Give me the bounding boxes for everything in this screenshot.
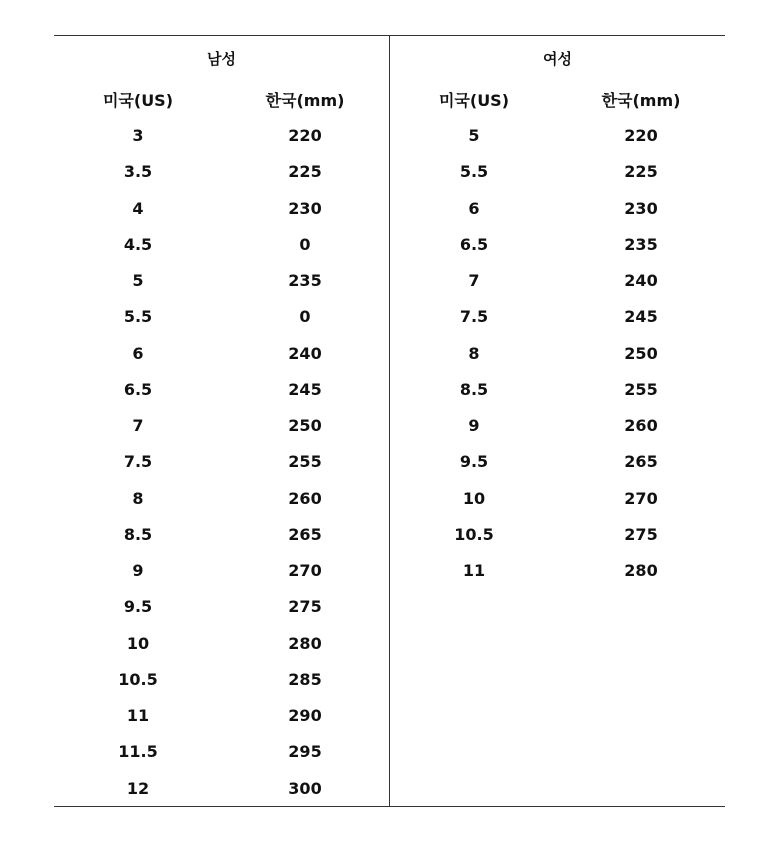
table-row (390, 124, 725, 160)
men-us-size-cell: 8.5 (123, 524, 153, 544)
men-kr-size-cell: 260 (288, 488, 322, 508)
table-row (390, 197, 725, 233)
women-us-size-cell: 7 (468, 271, 480, 290)
table-row (54, 704, 389, 740)
men-kr-size-cell: 275 (288, 597, 322, 617)
men-panel-title: 남성 (207, 50, 236, 68)
table-row (54, 777, 389, 813)
men-kr-size-cell: 290 (288, 706, 322, 725)
men-kr-size-cell: 245 (288, 379, 322, 399)
women-kr-size-cell: 260 (624, 416, 658, 435)
men-kr-size-cell: 225 (288, 162, 322, 182)
men-kr-size-cell: 295 (288, 742, 322, 762)
women-kr-size-cell: 245 (624, 307, 658, 327)
women-us-size-cell: 9 (468, 416, 480, 435)
men-us-column-header: 미국(US) (102, 91, 174, 110)
table-row (54, 487, 389, 523)
men-us-size-cell: 11.5 (118, 742, 158, 762)
women-us-size-cell: 8.5 (459, 379, 489, 399)
women-us-size-cell: 11 (462, 561, 486, 580)
table-row (390, 450, 725, 486)
women-us-size-cell: 10.5 (454, 524, 494, 544)
table-row (390, 414, 725, 450)
women-size-rows (390, 124, 725, 595)
women-us-size-cell: 9.5 (459, 452, 489, 472)
table-row (54, 632, 389, 668)
men-kr-size-cell: 255 (288, 452, 322, 472)
women-kr-size-cell: 250 (624, 343, 658, 363)
table-row (390, 559, 725, 595)
men-size-rows (54, 124, 389, 813)
table-row (54, 523, 389, 559)
men-us-size-cell: 11 (126, 706, 150, 725)
women-kr-size-cell: 265 (624, 452, 658, 472)
women-kr-size-cell: 235 (624, 234, 658, 254)
men-kr-size-cell: 0 (299, 307, 311, 327)
men-kr-column-header: 한국(mm) (265, 91, 345, 110)
men-kr-size-cell: 250 (288, 416, 322, 435)
women-kr-size-cell: 280 (624, 561, 658, 580)
table-row (390, 342, 725, 378)
men-us-size-cell: 9 (132, 561, 144, 580)
men-kr-size-cell: 240 (288, 343, 322, 363)
table-row (54, 233, 389, 269)
table-row (54, 124, 389, 160)
women-kr-size-cell: 240 (624, 271, 658, 290)
men-kr-size-cell: 220 (288, 126, 322, 145)
women-us-size-cell: 10 (462, 488, 486, 508)
men-us-size-cell: 5 (132, 271, 144, 290)
men-kr-size-cell: 270 (288, 561, 322, 580)
table-row (54, 414, 389, 450)
men-us-size-cell: 10 (126, 633, 150, 653)
table-row (54, 559, 389, 595)
table-row (390, 160, 725, 196)
women-kr-size-cell: 270 (624, 488, 658, 508)
men-kr-size-cell: 235 (288, 271, 322, 290)
size-chart-table (54, 35, 725, 807)
men-us-size-cell: 4.5 (123, 234, 153, 254)
men-kr-size-cell: 0 (299, 234, 311, 254)
table-row (390, 523, 725, 559)
table-row (54, 740, 389, 776)
men-us-size-cell: 6.5 (123, 379, 153, 399)
table-row (54, 269, 389, 305)
men-us-size-cell: 4 (132, 198, 144, 218)
men-kr-size-cell: 265 (288, 524, 322, 544)
table-row (390, 233, 725, 269)
women-us-column-header: 미국(US) (438, 91, 510, 110)
women-kr-size-cell: 275 (624, 524, 658, 544)
table-row (390, 378, 725, 414)
men-us-size-cell: 5.5 (123, 307, 153, 327)
women-kr-column-header: 한국(mm) (601, 91, 681, 110)
men-us-size-cell: 8 (132, 488, 144, 508)
table-row (54, 595, 389, 631)
women-kr-size-cell: 220 (624, 126, 658, 145)
women-kr-size-cell: 225 (624, 162, 658, 182)
women-us-size-cell: 6 (468, 198, 480, 218)
women-us-size-cell: 5.5 (459, 162, 489, 182)
table-row (54, 305, 389, 341)
table-row (54, 342, 389, 378)
men-us-size-cell: 3.5 (123, 162, 153, 182)
men-us-size-cell: 10.5 (118, 669, 158, 689)
men-us-size-cell: 6 (132, 343, 144, 363)
men-us-size-cell: 12 (126, 778, 150, 798)
women-us-size-cell: 5 (468, 126, 480, 145)
table-row (54, 197, 389, 233)
men-us-size-cell: 3 (132, 126, 144, 145)
women-us-size-cell: 6.5 (459, 234, 489, 254)
men-kr-size-cell: 230 (288, 198, 322, 218)
men-kr-size-cell: 285 (288, 669, 322, 689)
table-row (390, 487, 725, 523)
table-row (54, 450, 389, 486)
table-row (54, 160, 389, 196)
men-us-size-cell: 7 (132, 416, 144, 435)
women-us-size-cell: 8 (468, 343, 480, 363)
women-kr-size-cell: 255 (624, 379, 658, 399)
table-row (54, 378, 389, 414)
table-row (390, 305, 725, 341)
men-kr-size-cell: 280 (288, 633, 322, 653)
men-us-size-cell: 9.5 (123, 597, 153, 617)
women-column-headers (390, 89, 725, 113)
women-panel-title: 여성 (543, 50, 572, 68)
men-kr-size-cell: 300 (288, 778, 322, 798)
women-kr-size-cell: 230 (624, 198, 658, 218)
men-column-headers (54, 89, 389, 113)
men-us-size-cell: 7.5 (123, 452, 153, 472)
table-row (54, 668, 389, 704)
women-us-size-cell: 7.5 (459, 307, 489, 327)
table-row (390, 269, 725, 305)
